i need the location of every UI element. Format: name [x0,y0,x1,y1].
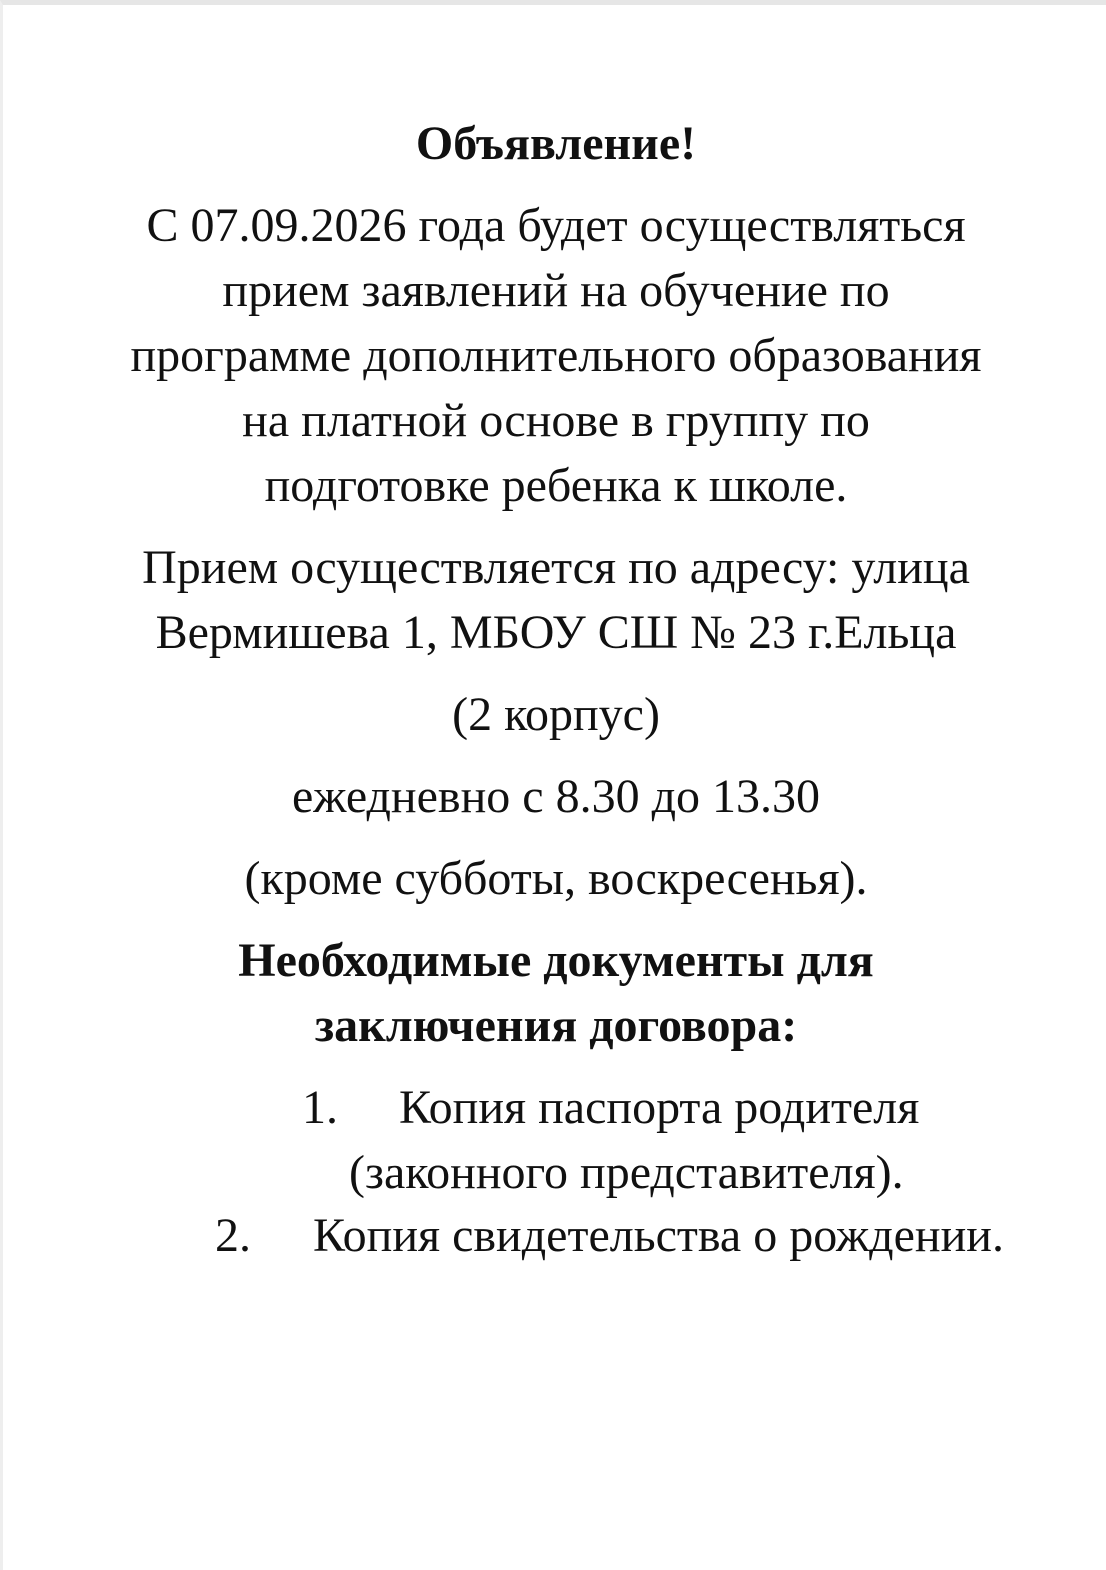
document-text-continued: (законного представителя). [349,1146,904,1199]
intro-line: прием заявлений на обучение по [222,264,890,317]
list-number: 2. [215,1209,251,1262]
address-line: Вермишева 1, МБОУ СШ № 23 г.Ельца [155,606,957,659]
document-text: Копия свидетельства о рождении. [313,1209,1004,1262]
intro-line: подготовке ребенка к школе. [264,459,848,512]
list-number: 1. [302,1081,338,1134]
schedule-text: ежедневно с 8.30 до 13.30 [292,770,820,823]
schedule-exception: (кроме субботы, воскресенья). [244,852,868,905]
documents-heading-line: Необходимые документы для [238,934,874,987]
intro-line: на платной основе в группу по [242,394,870,447]
address-line: Прием осуществляется по адресу: улица [142,541,970,594]
intro-line: С 07.09.2026 года будет осуществляться [146,199,966,252]
document-text: Копия паспорта родителя [399,1081,920,1134]
intro-line: программе дополнительного образования [130,329,982,382]
documents-heading-line: заключения договора: [314,999,798,1052]
building-note: (2 корпус) [452,688,660,741]
announcement-title: Объявление! [415,117,697,170]
